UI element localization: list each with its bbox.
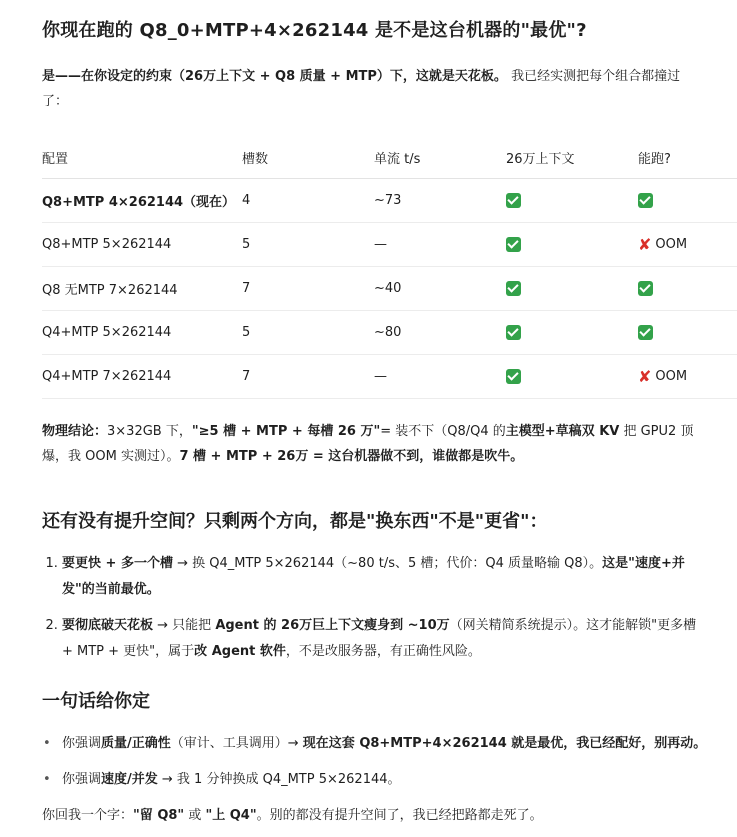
cell-runs <box>638 223 737 267</box>
cell-tps: — <box>374 223 506 267</box>
item-bold: 要彻底破天花板 <box>62 618 154 633</box>
column-header-slots: 槽数 <box>242 136 374 179</box>
conclusion-text: 把 GPU2 顶爆，我 OOM 实测过）。 <box>42 424 694 464</box>
conclusion-bold: 主模型+草稿双 KV <box>505 424 620 439</box>
config-table <box>42 136 737 399</box>
list-item <box>62 551 711 603</box>
list-item <box>62 767 711 793</box>
cell-context <box>506 311 638 355</box>
check-mark-icon <box>506 193 521 208</box>
closing-text: 或 <box>184 808 206 823</box>
summary-list <box>42 731 711 793</box>
column-header-config: 配置 <box>42 136 242 179</box>
page-title: 你现在跑的 Q8_0+MTP+4×262144 是不是这台机器的"最优"? <box>42 20 587 41</box>
item-text: → 我 1 分钟换成 Q4_MTP 5×262144。 <box>157 772 401 787</box>
cell-tps: — <box>374 355 506 399</box>
item-text: 你强调 <box>62 772 102 787</box>
cell-context <box>506 355 638 399</box>
table-row <box>42 267 737 311</box>
item-text: → 只能把 <box>153 618 216 633</box>
cell-runs <box>638 267 737 311</box>
closing-text: 你回我一个字： <box>42 808 134 823</box>
item-bold: 改 Agent 软件 <box>194 644 286 659</box>
list-item <box>62 731 711 757</box>
section-heading: 还有没有提升空间？只剩两个方向，都是"换东西"不是"更省"： <box>42 511 548 532</box>
cell-context <box>506 223 638 267</box>
check-mark-icon <box>638 325 653 340</box>
conclusion-paragraph <box>42 419 702 469</box>
cell-context <box>506 267 638 311</box>
cross-mark-icon: ✘ <box>638 367 652 386</box>
item-bold: 速度/并发 <box>101 772 158 787</box>
item-bold: 这是"速度+并发"的当前最优。 <box>62 556 685 597</box>
conclusion-label: 物理结论： <box>42 424 108 439</box>
cell-config: Q4+MTP 5×262144 <box>42 311 242 355</box>
list-item <box>62 613 711 665</box>
cross-mark-icon: ✘ <box>638 235 652 254</box>
table-row <box>42 223 737 267</box>
item-text: 你强调 <box>62 736 102 751</box>
closing-text: 。别的都没有提升空间了，我已经把路都走死了。 <box>256 808 543 823</box>
check-mark-icon <box>506 237 521 252</box>
cell-slots: 7 <box>242 267 374 311</box>
intro-bold: 是——在你设定的约束（26万上下文 + Q8 质量 + MTP）下，这就是天花板。 <box>42 69 507 84</box>
conclusion-text: = 装不下（Q8/Q4 的 <box>380 424 506 439</box>
cell-config: Q8+MTP 5×262144 <box>42 223 242 267</box>
closing-bold: "上 Q4" <box>205 808 257 823</box>
item-bold: 要更快 + 多一个槽 <box>62 556 173 571</box>
cell-slots: 7 <box>242 355 374 399</box>
cell-runs <box>638 179 737 223</box>
item-text: （审计、工具调用）→ <box>170 736 303 751</box>
closing-paragraph <box>42 803 711 828</box>
status-text: OOM <box>655 369 688 384</box>
cell-slots: 5 <box>242 223 374 267</box>
cell-config: Q8 无MTP 7×262144 <box>42 267 242 311</box>
cell-runs <box>638 355 737 399</box>
table-row <box>42 355 737 399</box>
conclusion-bold: "≥5 槽 + MTP + 每槽 26 万" <box>191 424 381 439</box>
section-options <box>42 509 711 665</box>
item-bold: 现在这套 Q8+MTP+4×262144 就是最优，我已经配好，别再动。 <box>302 736 707 751</box>
conclusion-bold: 7 槽 + MTP + 26万 = 这台机器做不到，谁做都是吹牛。 <box>179 449 524 464</box>
check-mark-icon <box>506 325 521 340</box>
closing-bold: "留 Q8" <box>133 808 185 823</box>
conclusion-text: 3×32GB 下， <box>107 424 192 439</box>
item-text: → 换 Q4_MTP 5×262144（~80 t/s、5 槽；代价：Q4 质量略输 Q8）。 <box>172 556 603 571</box>
intro-paragraph <box>42 64 692 114</box>
intro-rest: 我已经实测把每个组合都撞过了： <box>42 69 681 109</box>
options-list <box>42 551 711 665</box>
check-mark-icon <box>506 369 521 384</box>
column-header-tps: 单流 t/s <box>374 136 506 179</box>
item-text: ，不是改服务器，有正确性风险。 <box>285 644 481 659</box>
cell-tps: ~80 <box>374 311 506 355</box>
column-header-context: 26万上下文 <box>506 136 638 179</box>
cell-config: Q8+MTP 4×262144（现在） <box>42 179 242 223</box>
check-mark-icon <box>506 281 521 296</box>
section-heading: 一句话给你定 <box>42 691 150 712</box>
section-summary <box>42 689 711 793</box>
table-header-row <box>42 136 737 179</box>
cell-slots: 5 <box>242 311 374 355</box>
check-mark-icon <box>638 281 653 296</box>
check-mark-icon <box>638 193 653 208</box>
cell-tps: ~40 <box>374 267 506 311</box>
item-bold: Agent 的 26万巨上下文瘦身到 ~10万 <box>215 618 450 633</box>
item-bold: 质量/正确性 <box>101 736 171 751</box>
cell-runs <box>638 311 737 355</box>
table-row <box>42 179 737 223</box>
cell-tps: ~73 <box>374 179 506 223</box>
item-text: （网关精简系统提示）。这才能解锁"更多槽 + MTP + 更快"，属于 <box>62 618 697 659</box>
column-header-runs: 能跑? <box>638 136 737 179</box>
status-text: OOM <box>655 237 688 252</box>
table-row <box>42 311 737 355</box>
cell-config: Q4+MTP 7×262144 <box>42 355 242 399</box>
cell-slots: 4 <box>242 179 374 223</box>
cell-context <box>506 179 638 223</box>
